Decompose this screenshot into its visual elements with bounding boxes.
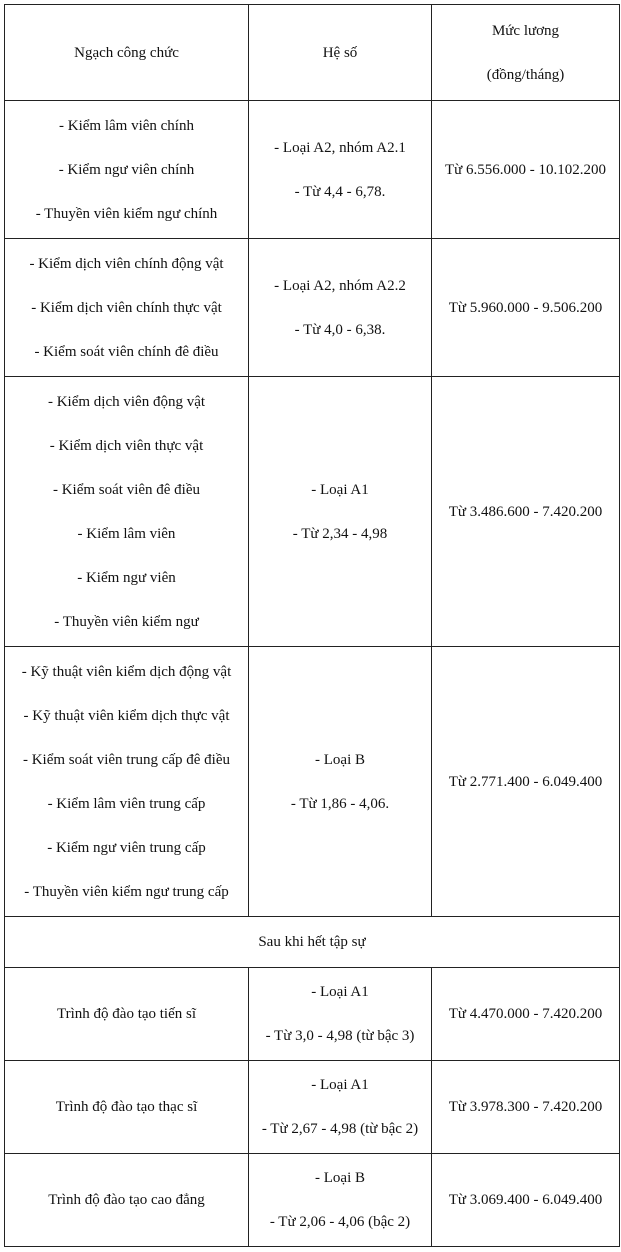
- rank-cell: [5, 101, 249, 239]
- coefficient-range: - Từ 2,06 - 4,06 (bậc 2): [269, 1214, 411, 1230]
- rank-cell: [5, 647, 249, 917]
- rank-cell: [5, 377, 249, 647]
- header-salary-unit: (đồng/tháng): [486, 66, 565, 83]
- rank-item: - Thuyền viên kiểm ngư chính: [35, 205, 218, 222]
- rank-item: - Kiểm soát viên trung cấp đê điều: [22, 751, 231, 768]
- training-level: Trình độ đào tạo cao đẳng: [48, 1192, 205, 1208]
- table-header-row: [5, 5, 620, 101]
- coefficient-cell: [249, 377, 432, 647]
- rank-item: - Kiểm ngư viên trung cấp: [47, 839, 206, 856]
- section-title: Sau khi hết tập sự: [258, 934, 366, 950]
- rank-item: - Kiểm lâm viên chính: [59, 117, 194, 134]
- coefficient-type: - Loại A1: [311, 481, 369, 498]
- salary-cell: [432, 1061, 620, 1154]
- table-row: [5, 377, 620, 647]
- salary-table: [4, 4, 620, 1247]
- table-row: [5, 968, 620, 1061]
- salary-range: Từ 3.978.300 - 7.420.200: [448, 1099, 603, 1115]
- coefficient-range: - Từ 2,67 - 4,98 (từ bậc 2): [261, 1121, 419, 1137]
- salary-range: Từ 5.960.000 - 9.506.200: [448, 299, 603, 316]
- training-level: Trình độ đào tạo tiến sĩ: [56, 1006, 197, 1022]
- table-row: [5, 647, 620, 917]
- rank-item: - Kiểm ngư viên chính: [58, 161, 195, 178]
- coefficient-type: - Loại B: [315, 1170, 365, 1186]
- rank-item: - Thuyền viên kiểm ngư trung cấp: [24, 883, 229, 900]
- level-cell: [5, 1154, 249, 1247]
- coefficient-range: - Từ 4,4 - 6,78.: [294, 183, 386, 200]
- header-salary: [432, 5, 620, 101]
- coefficient-type: - Loại A1: [311, 984, 369, 1000]
- header-coefficient: [249, 5, 432, 101]
- coefficient-range: - Từ 4,0 - 6,38.: [294, 321, 386, 338]
- salary-range: Từ 2.771.400 - 6.049.400: [448, 773, 603, 790]
- rank-item: - Kỹ thuật viên kiểm dịch động vật: [21, 663, 232, 680]
- coefficient-cell: [249, 239, 432, 377]
- rank-item: - Thuyền viên kiểm ngư: [54, 613, 199, 630]
- rank-item: - Kiểm dịch viên thực vật: [49, 437, 204, 454]
- rank-item: - Kiểm lâm viên: [77, 525, 176, 542]
- coefficient-cell: [249, 647, 432, 917]
- coefficient-range: - Từ 3,0 - 4,98 (từ bậc 3): [265, 1028, 415, 1044]
- salary-range: Từ 3.486.600 - 7.420.200: [448, 503, 603, 520]
- salary-range: Từ 3.069.400 - 6.049.400: [448, 1192, 603, 1208]
- header-coefficient-label: Hệ số: [322, 44, 358, 61]
- salary-cell: [432, 377, 620, 647]
- rank-cell: [5, 239, 249, 377]
- salary-cell: [432, 968, 620, 1061]
- table-row: [5, 101, 620, 239]
- table-row: [5, 1061, 620, 1154]
- coefficient-type: - Loại A1: [311, 1077, 369, 1093]
- rank-item: - Kiểm ngư viên: [77, 569, 176, 586]
- section-row: [5, 917, 620, 968]
- rank-item: - Kiểm soát viên chính đê điều: [34, 343, 219, 360]
- salary-cell: [432, 1154, 620, 1247]
- coefficient-cell: [249, 101, 432, 239]
- section-title-cell: [5, 917, 620, 968]
- table-row: [5, 239, 620, 377]
- training-level: Trình độ đào tạo thạc sĩ: [55, 1099, 198, 1115]
- salary-cell: [432, 647, 620, 917]
- coefficient-type: - Loại A2, nhóm A2.1: [274, 139, 406, 156]
- coefficient-cell: [249, 968, 432, 1061]
- header-rank: [5, 5, 249, 101]
- rank-item: - Kiểm dịch viên chính động vật: [29, 255, 224, 272]
- coefficient-type: - Loại B: [315, 751, 365, 768]
- coefficient-cell: [249, 1061, 432, 1154]
- rank-item: - Kiểm lâm viên trung cấp: [47, 795, 206, 812]
- salary-range: Từ 6.556.000 - 10.102.200: [444, 161, 607, 178]
- coefficient-cell: [249, 1154, 432, 1247]
- header-salary-label: Mức lương: [491, 22, 560, 39]
- coefficient-type: - Loại A2, nhóm A2.2: [274, 277, 406, 294]
- salary-cell: [432, 239, 620, 377]
- rank-item: - Kiểm soát viên đê điều: [52, 481, 201, 498]
- level-cell: [5, 968, 249, 1061]
- rank-item: - Kỹ thuật viên kiểm dịch thực vật: [23, 707, 230, 724]
- table-row: [5, 1154, 620, 1247]
- salary-range: Từ 4.470.000 - 7.420.200: [448, 1006, 603, 1022]
- rank-item: - Kiểm dịch viên động vật: [47, 393, 206, 410]
- rank-item: - Kiểm dịch viên chính thực vật: [31, 299, 222, 316]
- level-cell: [5, 1061, 249, 1154]
- coefficient-range: - Từ 1,86 - 4,06.: [290, 795, 390, 812]
- header-rank-label: Ngạch công chức: [74, 44, 179, 61]
- salary-cell: [432, 101, 620, 239]
- coefficient-range: - Từ 2,34 - 4,98: [292, 525, 388, 542]
